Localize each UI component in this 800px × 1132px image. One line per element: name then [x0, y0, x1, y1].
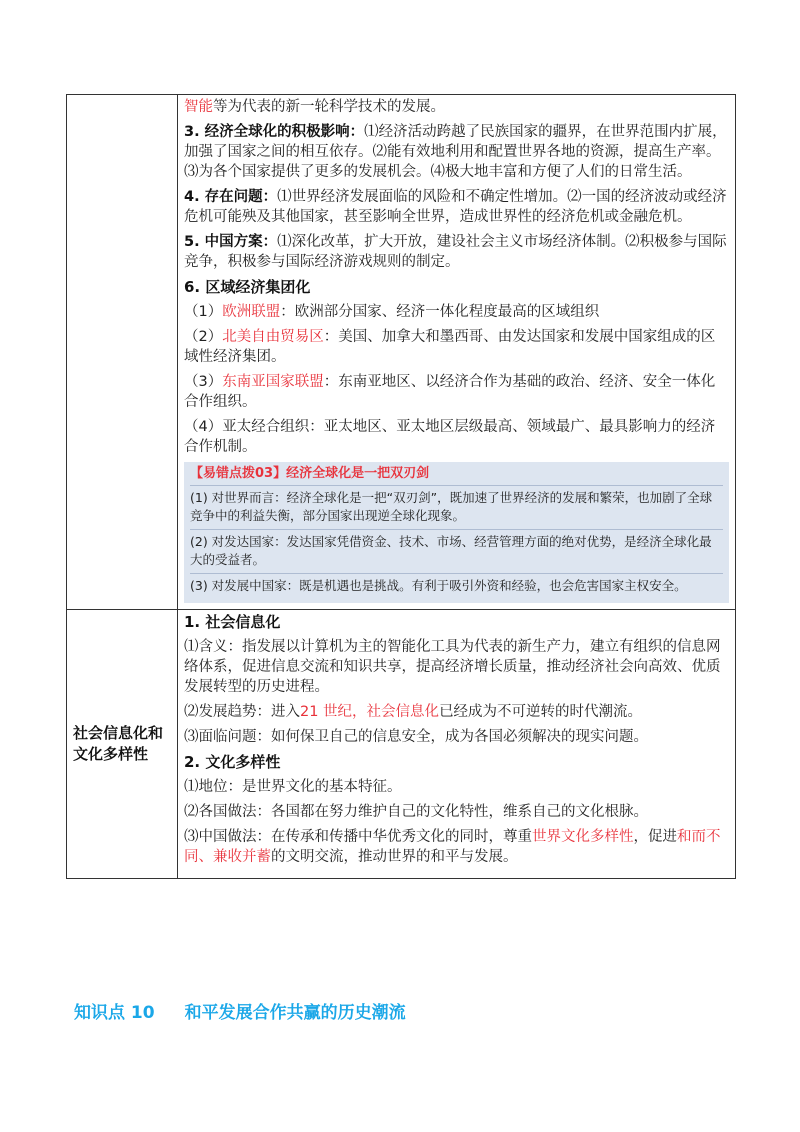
positive-effects-label: 3. 经济全球化的积极影响：: [184, 124, 365, 140]
row-content-informatization: [178, 610, 736, 879]
trend-red-text: 21 世纪，社会信息化: [300, 704, 440, 720]
china-practice-text: ⑶中国做法：在传承和传播中华优秀文化的同时，尊重: [184, 829, 532, 845]
item-text: ：美国、加拿大和墨西哥、由发达国家和发展中国家组成的区域性经济集团。: [184, 329, 716, 365]
china-practice-red-2: 和而不同、兼收并蓄: [184, 829, 721, 865]
row-label: 社会信息化和文化多样性: [73, 724, 164, 763]
item-prefix: （3）: [184, 374, 223, 390]
intro-text: 等为代表的新一轮科学技术的发展。: [213, 99, 445, 115]
list-item-asean: [184, 372, 729, 412]
item-red-text: 北美自由贸易区: [222, 329, 324, 345]
item-prefix: （4）: [184, 419, 223, 435]
tip-item: (1) 对世界而言：经济全球化是一把“双刃剑”，既加速了世界经济的发展和繁荣，也加剧了全球竞争中的利益失衡，部分国家出现逆全球化现象。: [190, 485, 723, 529]
list-item-nafta: [184, 327, 729, 367]
china-practice-text-2: ，促进: [633, 829, 677, 845]
positive-effects-text: ⑴经济活动跨越了民族国家的疆界，在世界范围内扩展，加强了国家之间的相互依存。⑵能有效地利用和配置世界各地的资源，提高生产率。⑶为各个国家提供了更多的发展机会。⑷极大地丰富和方便了人们的日常生活。: [184, 124, 727, 180]
china-plan-text: ⑴深化改革，扩大开放，建设社会主义市场经济体制。⑵积极参与国际竞争，积极参与国际经济游戏规则的制定。: [184, 234, 727, 270]
list-item-apec: [184, 417, 729, 457]
trend-text: ⑵发展趋势：进入: [184, 704, 300, 720]
section-number: 知识点 10: [74, 1003, 155, 1023]
tip-item: (2) 对发达国家：发达国家凭借资金、技术、市场、经营管理方面的绝对优势，是经济全球化最大的受益者。: [190, 529, 723, 573]
existing-problems: [184, 187, 729, 227]
existing-problems-text: ⑴世界经济发展面临的风险和不确定性增加。⑵一国的经济波动或经济危机可能殃及其他国家，甚至影响全世界，造成世界性的经济危机或金融危机。: [184, 189, 727, 225]
item-prefix: （2）: [184, 329, 223, 345]
tip-title: 【易错点拨03】经济全球化是一把双刃剑: [190, 466, 430, 481]
diversity-heading: 2. 文化多样性: [184, 753, 281, 771]
china-practice: [184, 827, 729, 867]
item-text: ：欧洲部分国家、经济一体化程度最高的区域组织: [280, 304, 600, 320]
row-content-globalization: [178, 95, 736, 610]
countries-practice: ⑵各国做法：各国都在努力维护自己的文化特性，维系自己的文化根脉。: [184, 804, 648, 820]
regional-grouping-heading: 6. 区域经济集团化: [184, 278, 311, 296]
positive-effects: [184, 122, 729, 182]
table-row-informatization: [67, 610, 736, 879]
tip-item: (3) 对发展中国家：既是机遇也是挑战。有利于吸引外资和经验，也会危害国家主权安全。: [190, 573, 723, 599]
list-item-eu: [184, 302, 729, 322]
existing-problems-label: 4. 存在问题：: [184, 189, 278, 205]
meaning: ⑴含义：指发展以计算机为主的智能化工具为代表的新生产力，建立有组织的信息网络体系，促进信息交流和知识共享，提高经济增长质量，推动经济社会向高效、优质发展转型的历史进程。: [184, 639, 721, 695]
intro-red-text: 智能: [184, 99, 213, 115]
knowledge-table: [66, 94, 736, 879]
row-label-cell-empty: [67, 95, 178, 610]
trend-text-end: 已经成为不可逆转的时代潮流。: [439, 704, 643, 720]
problem: ⑶面临问题：如何保卫自己的信息安全，成为各国必须解决的现实问题。: [184, 729, 648, 745]
informatization-heading: 1. 社会信息化: [184, 613, 281, 631]
china-plan-label: 5. 中国方案：: [184, 234, 278, 250]
item-red-text: 东南亚国家联盟: [222, 374, 324, 390]
table-row-globalization: [67, 95, 736, 610]
tip-box: [184, 462, 729, 603]
china-plan: [184, 232, 729, 272]
status: ⑴地位：是世界文化的基本特征。: [184, 779, 402, 795]
china-practice-text-3: 的文明交流，推动世界的和平与发展。: [271, 849, 518, 865]
trend: [184, 702, 729, 722]
item-text: ：东南亚地区、以经济合作为基础的政治、经济、安全一体化合作组织。: [184, 374, 716, 410]
section-heading: [74, 998, 406, 1023]
china-practice-red-1: 世界文化多样性: [532, 829, 634, 845]
item-prefix: （1）: [184, 304, 223, 320]
row-label-cell: [67, 610, 178, 879]
item-red-text: 欧洲联盟: [222, 304, 281, 320]
section-title: 和平发展合作共赢的历史潮流: [184, 1003, 406, 1023]
intro-line: [184, 97, 729, 117]
item-text: 亚太经合组织：亚太地区、亚太地区层级最高、领域最广、最具影响力的经济合作机制。: [184, 419, 716, 455]
